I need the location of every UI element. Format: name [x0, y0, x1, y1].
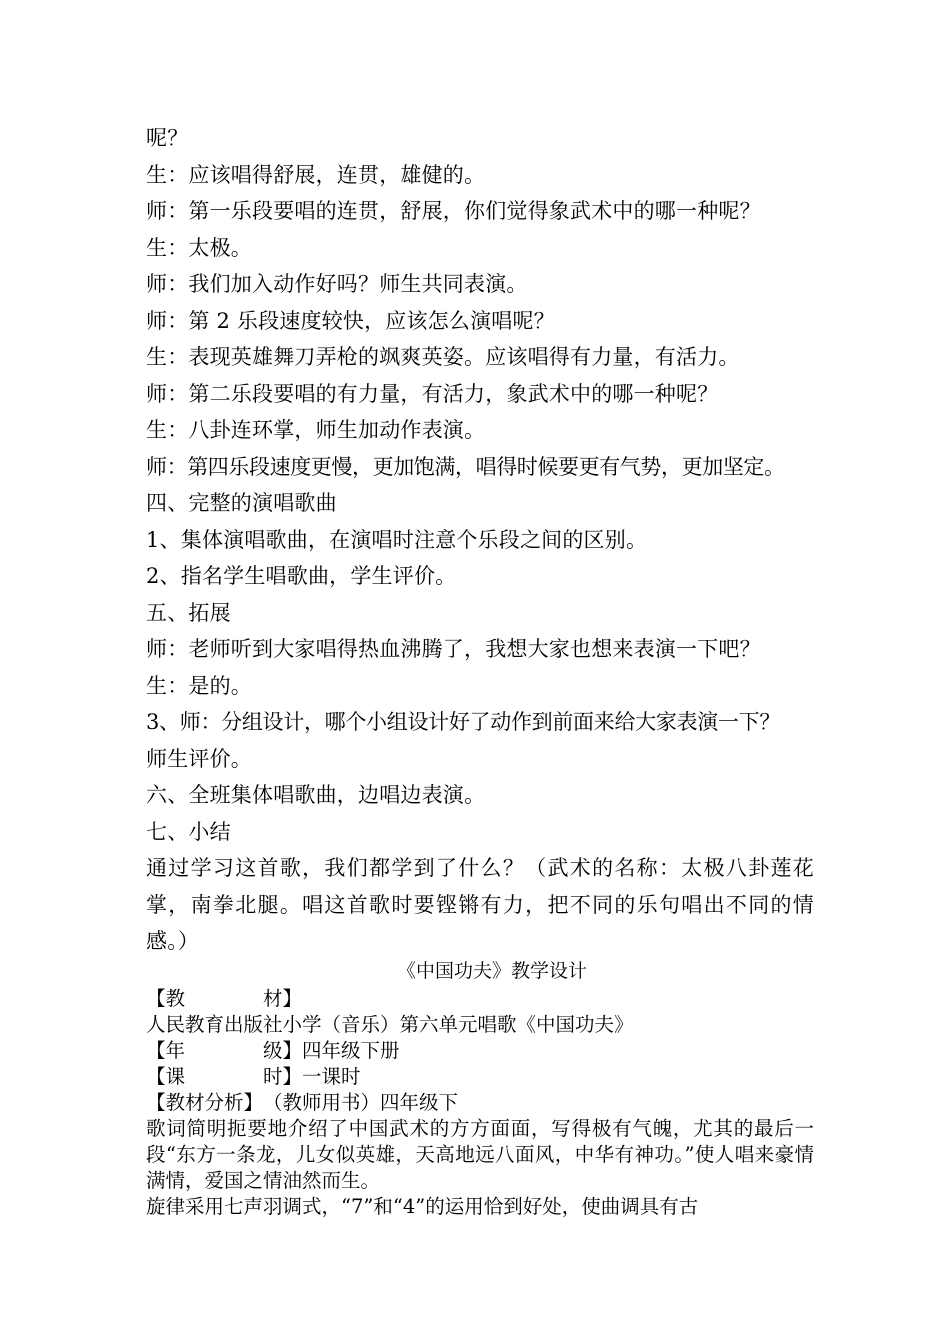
period-label: 【课 时】 [146, 1065, 303, 1088]
lesson-paragraph: 2、指名学生唱歌曲，学生评价。 [146, 564, 457, 588]
period-row [146, 1064, 814, 1090]
design-title: 《中国功夫》教学设计 [396, 960, 587, 982]
lesson-paragraph: 生：太极。 [146, 235, 252, 260]
section-heading: 四、完整的演唱歌曲 [146, 491, 337, 515]
analysis-value: （教师用书）四年级下 [263, 1091, 459, 1114]
lesson-paragraph: 生：八卦连环掌，师生加动作表演。 [146, 418, 486, 442]
period-value: 一课时 [302, 1065, 361, 1088]
lesson-paragraph: 师：第 2 乐段速度较快，应该怎么演唱呢？ [146, 308, 555, 333]
section-heading: 五、拓展 [146, 600, 231, 625]
lesson-paragraph: 师生评价。 [146, 746, 252, 771]
grade-row [146, 1038, 814, 1064]
grade-value: 四年级下册 [302, 1039, 400, 1062]
analysis-row [146, 1090, 814, 1116]
lesson-paragraph: 呢？ [146, 126, 189, 150]
teaching-design-section [146, 956, 814, 1220]
material-value: 人民教育出版社小学（音乐）第六单元唱歌《中国功夫》 [146, 1013, 634, 1036]
summary-paragraph: 通过学习这首歌，我们都学到了什么？（武术的名称：太极八卦莲花掌，南拳北腿。唱这首歌时要铿锵有力，把不同的乐句唱出不同的情感。） [146, 856, 814, 953]
material-row [146, 986, 814, 1012]
section-heading: 六、全班集体唱歌曲，边唱边表演。 [146, 783, 486, 807]
analysis-text: 旋律采用七声羽调式，“7”和“4”的运用恰到好处，使曲调具有古 [146, 1195, 699, 1218]
lesson-body [146, 120, 814, 960]
lesson-paragraph: 师：第二乐段要唱的有力量，有活力，象武术中的哪一种呢？ [146, 381, 719, 406]
grade-label: 【年 级】 [146, 1039, 303, 1062]
lesson-paragraph: 师：第一乐段要唱的连贯，舒展，你们觉得象武术中的哪一种呢？ [146, 199, 761, 223]
lesson-paragraph: 3、师：分组设计，哪个小组设计好了动作到前面来给大家表演一下？ [146, 710, 781, 734]
lesson-paragraph: 生：是的。 [146, 673, 252, 698]
lesson-paragraph: 1、集体演唱歌曲，在演唱时注意个乐段之间的区别。 [146, 527, 648, 552]
analysis-text: 歌词简明扼要地介绍了中国武术的方方面面，写得极有气魄，尤其的最后一段“东方一条龙，儿女似英雄，天高地远八面风，中华有神功。”使人唱来豪情满情，爱国之情油然而生。 [146, 1117, 814, 1192]
section-heading: 七、小结 [146, 819, 231, 844]
material-label: 【教 材】 [146, 987, 303, 1010]
lesson-paragraph: 生：表现英雄舞刀弄枪的飒爽英姿。应该唱得有力量，有活力。 [146, 345, 740, 369]
lesson-paragraph: 师：老师听到大家唱得热血沸腾了，我想大家也想来表演一下吧？ [146, 637, 761, 661]
lesson-paragraph: 师：第四乐段速度更慢，更加饱满，唱得时候要更有气势，更加坚定。 [146, 454, 785, 479]
lesson-paragraph: 生：应该唱得舒展，连贯，雄健的。 [146, 162, 486, 187]
analysis-label: 【教材分析】 [146, 1091, 264, 1114]
lesson-paragraph: 师：我们加入动作好吗？师生共同表演。 [146, 272, 528, 296]
